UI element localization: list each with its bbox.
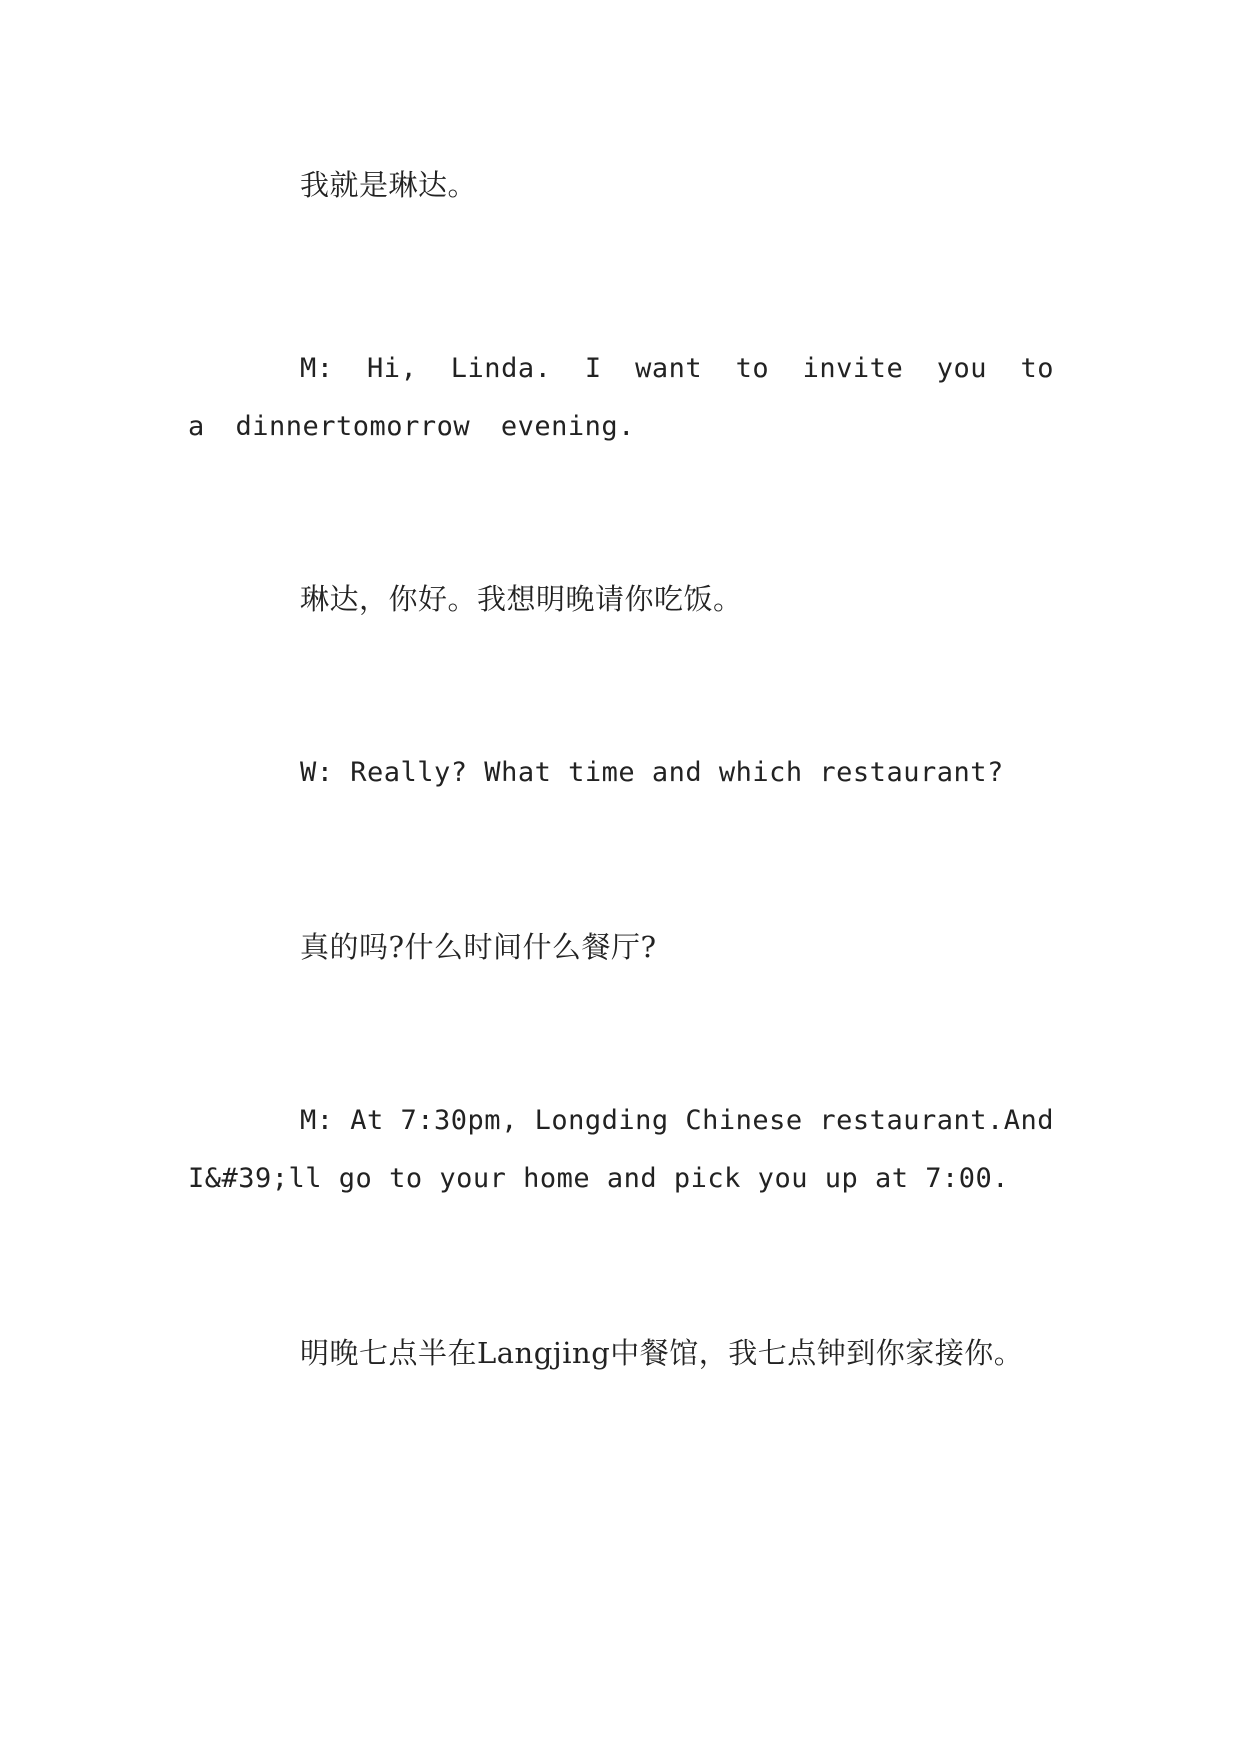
paragraph-chinese-invite: 琳达，你好。我想明晚请你吃饭。 [300,582,743,616]
paragraph-dialogue-man-invite: M: Hi, Linda. I want to invite you to a dinnertomorrow evening. [188,353,1054,442]
paragraph-chinese-reply: 我就是琳达。 [300,168,478,202]
paragraph-dialogue-man-details: M: At 7:30pm, Longding Chinese restaurant.And I&#39;ll go to your home and pick you up at 7:00. [188,1105,1054,1194]
paragraph-chinese-question: 真的吗?什么时间什么餐厅? [300,930,657,964]
paragraph-chinese-details: 明晚七点半在Langjing中餐馆，我七点钟到你家接你。 [300,1336,1024,1370]
paragraph-dialogue-woman-question: W: Really? What time and which restaurant? [300,757,1004,788]
